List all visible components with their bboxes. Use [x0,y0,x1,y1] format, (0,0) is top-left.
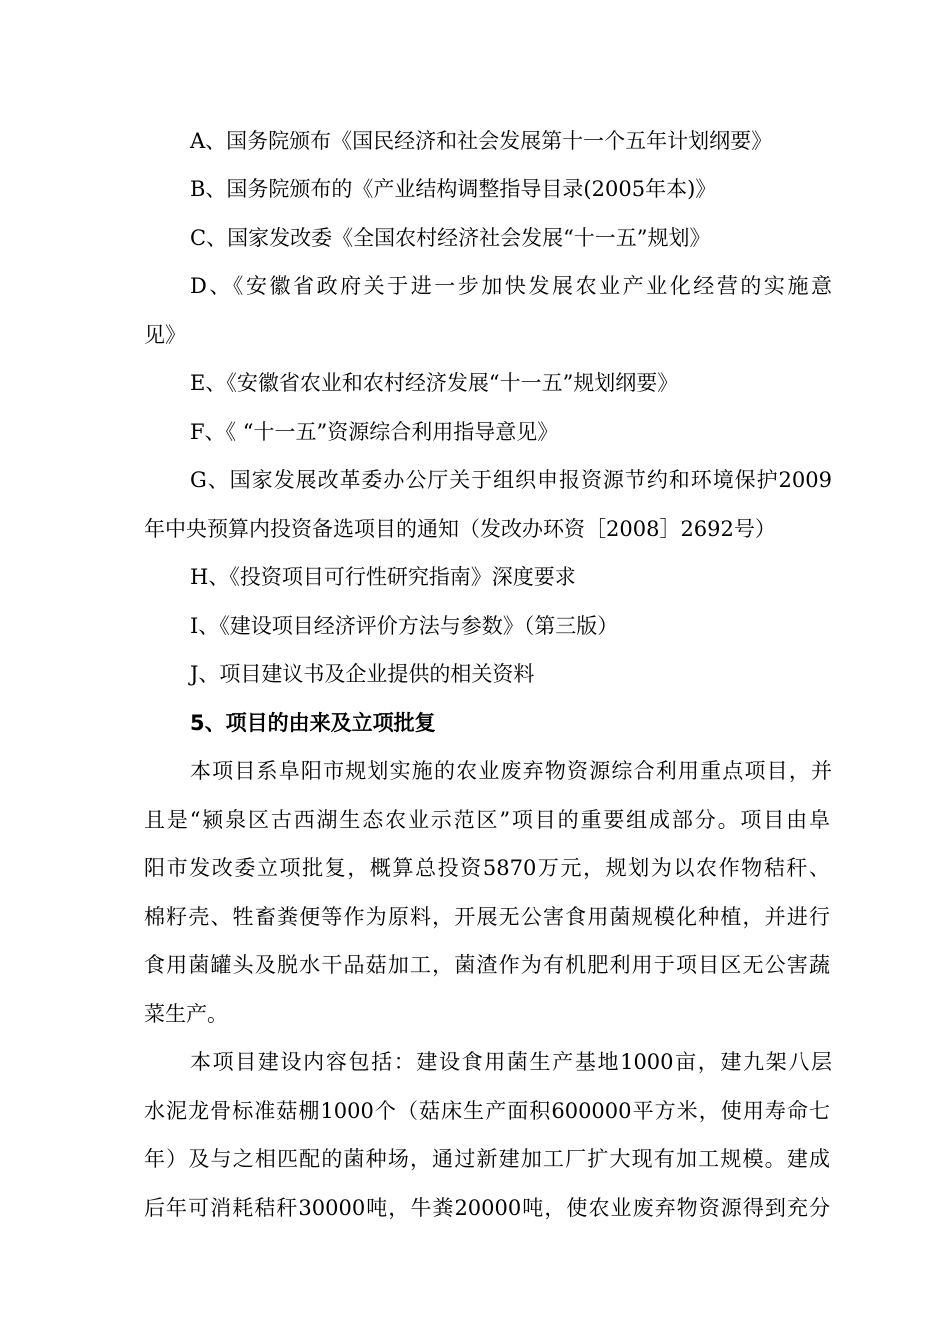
basis-item-h: H、《投资项目可行性研究指南》深度要求 [190,565,576,589]
paragraph-line: 棉籽壳、牲畜粪便等作为原料，开展无公害食用菌规模化种植，并进行 [144,905,830,929]
paragraph-line: 年）及与之相匹配的菌种场，通过新建加工厂扩大现有加工规模。建成 [144,1147,830,1171]
basis-item-f: F、《 “十一五”资源综合利用指导意见》 [190,420,559,444]
basis-item-e: E、《安徽省农业和农村经济发展“十一五”规划纲要》 [190,371,679,395]
basis-item-g-cont: 年中央预算内投资备选项目的通知（发改办环资［2008］2692号） [144,517,776,541]
basis-item-i: I、《建设项目经济评价方法与参数》（第三版） [190,614,619,638]
basis-item-d: D、《安徽省政府关于进一步加快发展农业产业化经营的实施意 [190,274,832,298]
basis-item-j: J、项目建议书及企业提供的相关资料 [190,662,535,686]
basis-item-a: A、国务院颁布《国民经济和社会发展第十一个五年计划纲要》 [190,129,773,153]
paragraph-line: 本项目建设内容包括：建设食用菌生产基地1000亩，建九架八层 [190,1050,832,1074]
paragraph-line: 菜生产。 [144,1002,228,1026]
paragraph-line: 后年可消耗秸秆30000吨，牛粪20000吨，使农业废弃物资源得到充分 [144,1196,830,1220]
section-heading: 5、项目的由来及立项批复 [190,711,436,735]
paragraph-line: 阳市发改委立项批复，概算总投资5870万元，规划为以农作物秸秆、 [144,856,830,880]
basis-item-d-cont: 见》 [144,323,186,347]
paragraph-line: 本项目系阜阳市规划实施的农业废弃物资源综合利用重点项目，并 [190,759,832,783]
paragraph-line: 水泥龙骨标准菇棚1000个（菇床生产面积600000平方米，使用寿命七 [144,1099,830,1123]
basis-item-g: G、国家发展改革委办公厅关于组织申报资源节约和环境保护2009 [190,468,832,492]
basis-item-b: B、国务院颁布的《产业结构调整指导目录(2005年本)》 [190,177,717,201]
basis-item-c: C、国家发改委《全国农村经济社会发展“十一五”规划》 [190,226,711,250]
paragraph-line: 食用菌罐头及脱水干品菇加工，菌渣作为有机肥利用于项目区无公害蔬 [144,953,830,977]
paragraph-line: 且是“颍泉区古西湖生态农业示范区”项目的重要组成部分。项目由阜 [144,808,830,832]
